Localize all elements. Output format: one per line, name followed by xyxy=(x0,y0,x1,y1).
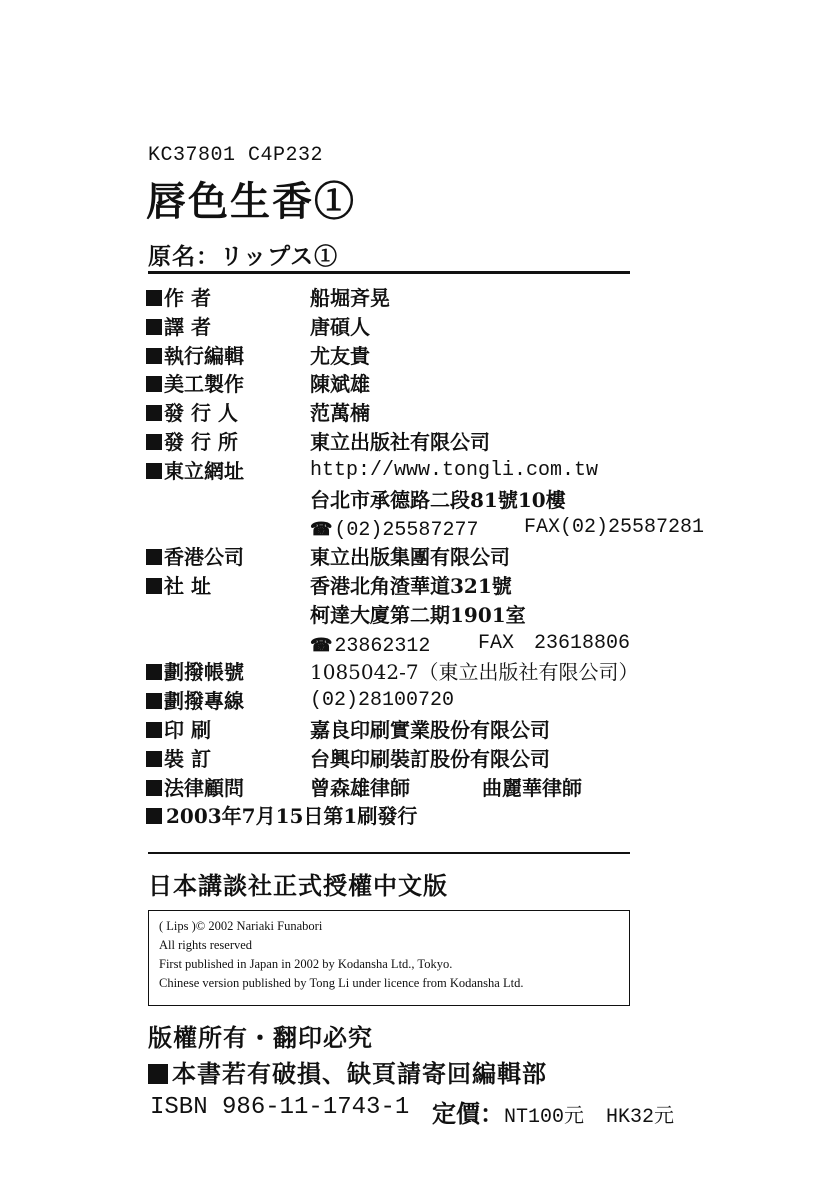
credit-row-hotline xyxy=(146,687,766,716)
credit-row-hk-address-2 xyxy=(146,601,766,630)
hk-fax: FAX 23618806 xyxy=(478,631,631,655)
damage-notice xyxy=(148,1054,547,1089)
price xyxy=(432,1094,674,1129)
catalog-code: KC37801 C4P232 xyxy=(148,144,324,167)
rights-notice: 版權所有・翻印必究 xyxy=(148,1023,373,1052)
bullet-square xyxy=(146,578,162,594)
tw-fax: FAX(02)25587281 xyxy=(524,516,705,540)
legal-counsel-1: 曾森雄律師 xyxy=(310,775,410,800)
credit-row-publisher xyxy=(146,399,766,428)
copyright-line: All rights reserved xyxy=(159,938,253,952)
telephone-icon: ☎ xyxy=(310,634,333,656)
bullet-square xyxy=(148,1064,168,1084)
credit-row-art xyxy=(146,370,766,399)
bullet-square xyxy=(146,463,162,479)
price-label: 定價： xyxy=(432,1099,504,1128)
bullet-square xyxy=(146,808,162,824)
hotline-number: (02)28100720 xyxy=(310,689,455,713)
copyright-box xyxy=(148,910,630,1006)
book-title: 唇色生香① xyxy=(146,178,356,225)
bullet-square xyxy=(146,319,162,335)
bullet-square xyxy=(146,722,162,738)
footer-divider xyxy=(148,852,630,854)
author-name: 船堀斉晃 xyxy=(310,286,390,310)
original-title: 原名：リップス① xyxy=(148,243,339,270)
price-nt: NT100元 xyxy=(504,1106,585,1129)
credit-label: 譯 者 xyxy=(164,314,211,339)
credit-label: 裝 訂 xyxy=(164,746,211,771)
credit-row-hk-address xyxy=(146,572,766,601)
isbn: ISBN 986-11-1743-1 xyxy=(150,1094,410,1121)
hk-company-name: 東立出版集團有限公司 xyxy=(310,545,510,570)
bullet-square xyxy=(146,405,162,421)
account-number: 1085042-7（東立出版社有限公司） xyxy=(310,660,639,685)
bullet-square xyxy=(146,751,162,767)
exec-editor-name: 尤友貴 xyxy=(310,343,370,368)
credit-label: 作 者 xyxy=(164,286,211,310)
credit-label: 劃撥專線 xyxy=(164,689,244,714)
office-name: 東立出版社有限公司 xyxy=(310,429,490,454)
bullet-square xyxy=(146,780,162,796)
bullet-square xyxy=(146,693,162,709)
credit-row-binding xyxy=(146,745,766,774)
title-divider xyxy=(148,271,630,274)
credit-row-account xyxy=(146,658,766,687)
credit-label: 美工製作 xyxy=(164,372,244,397)
credit-label: 社 址 xyxy=(164,573,211,598)
credit-row-translator xyxy=(146,313,766,342)
credit-row-tw-phone xyxy=(146,514,766,543)
bullet-square xyxy=(146,348,162,364)
hk-tel: 23862312 xyxy=(334,634,431,658)
copyright-line: First published in Japan in 2002 by Kodansha Ltd., Tokyo. xyxy=(159,957,453,971)
license-statement: 日本講談社正式授權中文版 xyxy=(148,871,448,900)
credit-label: 香港公司 xyxy=(164,545,244,570)
telephone-icon: ☎ xyxy=(310,519,333,541)
hk-address-1: 香港北角渣華道321號 xyxy=(310,573,512,598)
printing-company: 嘉良印刷實業股份有限公司 xyxy=(310,717,550,742)
credit-label: 發 行 所 xyxy=(164,429,238,454)
credit-row-hk-company xyxy=(146,543,766,572)
credits-list xyxy=(146,284,766,831)
credit-row-legal xyxy=(146,774,766,803)
credit-label: 印 刷 xyxy=(164,717,211,742)
tw-address: 台北市承德路二段81號10樓 xyxy=(310,487,566,512)
credit-label: 劃撥帳號 xyxy=(164,660,244,685)
credit-row-hk-phone xyxy=(146,630,766,659)
credit-row-tw-address xyxy=(146,486,766,515)
damage-text: 本書若有破損、缺頁請寄回編輯部 xyxy=(172,1059,547,1088)
art-name: 陳斌雄 xyxy=(310,372,370,397)
copyright-line: Chinese version published by Tong Li under licence from Kodansha Ltd. xyxy=(159,976,524,990)
publisher-name: 范萬楠 xyxy=(310,401,370,426)
price-hk: HK32元 xyxy=(606,1106,675,1129)
bullet-square xyxy=(146,664,162,680)
credit-row-edition xyxy=(146,802,766,831)
credit-row-website xyxy=(146,457,766,486)
bullet-square xyxy=(146,376,162,392)
bullet-square xyxy=(146,549,162,565)
credit-label: 東立網址 xyxy=(164,458,244,483)
credit-label: 法律顧問 xyxy=(164,775,244,800)
edition-date: 2003年7月15日第1刷發行 xyxy=(166,804,418,829)
tw-tel: (02)25587277 xyxy=(334,519,479,543)
legal-counsel-2: 曲麗華律師 xyxy=(482,775,582,800)
hk-address-2: 柯達大廈第二期1901室 xyxy=(310,602,526,627)
credit-label: 執行編輯 xyxy=(164,343,244,368)
credit-row-office xyxy=(146,428,766,457)
credit-label: 發 行 人 xyxy=(164,401,238,426)
translator-name: 唐碩人 xyxy=(310,314,370,339)
credit-row-exec-editor xyxy=(146,342,766,371)
credit-row-printing xyxy=(146,716,766,745)
binding-company: 台興印刷裝訂股份有限公司 xyxy=(310,746,550,771)
website-link[interactable]: http://www.tongli.com.tw xyxy=(310,458,599,482)
credit-row-author xyxy=(146,284,766,313)
bullet-square xyxy=(146,290,162,306)
copyright-line: ( Lips )© 2002 Nariaki Funabori xyxy=(159,919,323,933)
bullet-square xyxy=(146,434,162,450)
